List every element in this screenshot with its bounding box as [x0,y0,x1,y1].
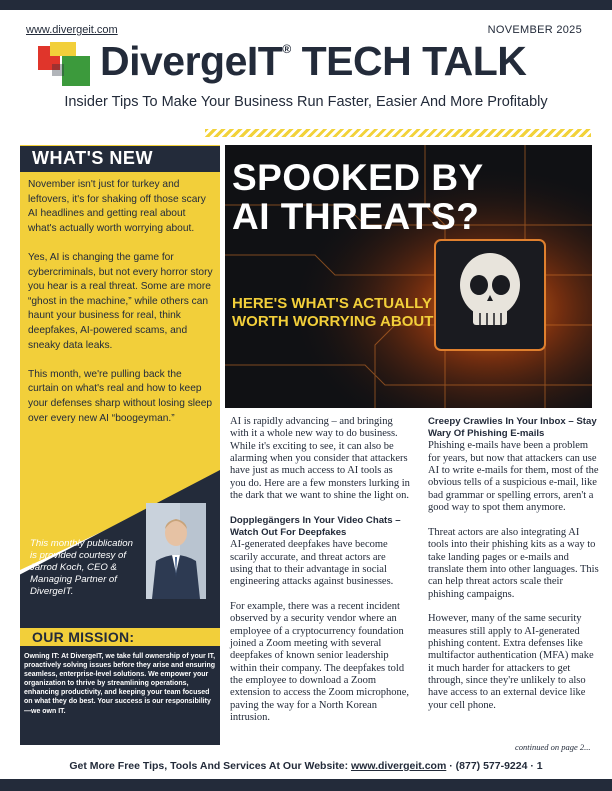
hero-headline: SPOOKED BY AI THREATS? [232,157,484,237]
author-photo [146,503,206,599]
bottom-border-bar [0,779,612,791]
article-paragraph: However, many of the same security measures still apply to AI-generated phishing content. Extra defenses like multifactor authentication (MFA) make it much harder for attackers to get through, since they're unlikely to also have access to an external device like your cell phone. [428,613,594,711]
article-column-middle [230,416,410,737]
newsletter-name: TECH TALK [301,38,527,84]
whats-new-text [28,178,214,441]
hero-subheadline: HERE'S WHAT'S ACTUALLY WORTH WORRYING ABOUT [232,295,434,330]
whats-new-title: WHAT'S NEW [32,148,153,168]
person-portrait-icon [146,503,206,599]
footer [0,755,612,777]
article-paragraph: AI-generated deepfakes have become scarily accurate, and threat actors are using that to their advantage in social engineering attacks against businesses. [230,539,394,588]
article-column-right [428,416,600,724]
section-heading-phishing: Creepy Crawlies In Your Inbox – Stay Wary Of Phishing E-mails [428,416,597,440]
mission-title: OUR MISSION: [32,629,135,645]
article-intro: AI is rapidly advancing – and bringing with it a whole new way to do business. While it's exciting to see, it can also be alarming when you consider that attackers have just as much access to AI tools as you do. Here are a few monsters lurking in the dark that we want to shine the light on. [230,416,410,502]
section-heading-deepfakes: Dopplegängers In Your Video Chats – Watch Out For Deepfakes [230,514,401,538]
whats-new-paragraph: Yes, AI is changing the game for cybercriminals, but not every horror story you hear is a real threat. Some are more “ghost in the machine,” while others can haunt your business for real, think deepfakes, AI-powered scams, and sneaky data leaks. [28,251,213,351]
article-paragraph: Threat actors are also integrating AI tools into their phishing kits as a way to take landing pages or e-mails and translate them into other languages. This can help threat actors scale their phishing campaigns. [428,526,599,600]
top-border-bar [0,0,612,10]
article-paragraph: Phishing e-mails have been a problem for years, but now that attackers can use AI to write e-mails for them, most of the obvious tells of a suspicious e-mail, like bad grammar or spelling errors, aren't a good way to spot them anymore. [428,440,599,514]
issue-date: NOVEMBER 2025 [487,24,582,36]
footer-separator: · [530,760,534,772]
footer-phone: (877) 577-9224 [455,760,528,772]
decorative-stripe [205,129,591,137]
mission-text: Owning IT: At DivergeIT, we take full ownership of your IT, proactively solving issues before they arise and ensuring seamless, enterprise-level solutions. We empower your organization to thrive by streamlining operations, enhancing productivity, and keeping your team focused on what they do best. Your success is our responsibility—we own IT. [24,653,216,715]
whats-new-paragraph: November isn't just for turkey and leftovers, it's for shaking off those scary AI headlines and getting real about what's actually worth worrying about. [28,179,206,234]
article-paragraph: For example, there was a recent incident observed by a security vendor where an employee of a cryptocurrency foundation joined a Zoom meeting with several deepfakes of known senior leadership within their company. The deepfakes told the employee to download a Zoom extension to access the Zoom microphone, paving the way for a North Korean intrusion. [230,600,410,723]
footer-separator: · [449,760,453,772]
divergeit-logo-icon [38,42,90,90]
whats-new-paragraph: This month, we're pulling back the curtain on what's real and how to keep your defenses sharp without losing sleep over every new AI “boogeyman.” [28,368,213,424]
registered-mark: ® [282,42,291,56]
courtesy-note: This monthly publication is provided courtesy of Jarrod Koch, CEO & Managing Partner of DivergeIT. [30,538,133,597]
continued-note: continued on page 2... [515,742,591,752]
website-link[interactable]: www.divergeit.com [26,24,118,36]
tagline: Insider Tips To Make Your Business Run Faster, Easier And More Profitably [64,94,548,110]
brand-name: DivergeIT [100,38,283,84]
page-number: 1 [536,760,543,772]
masthead-title [100,38,526,85]
footer-website-link[interactable]: www.divergeit.com [350,760,447,772]
footer-text: Get More Free Tips, Tools And Services At Our Website: [69,760,349,772]
